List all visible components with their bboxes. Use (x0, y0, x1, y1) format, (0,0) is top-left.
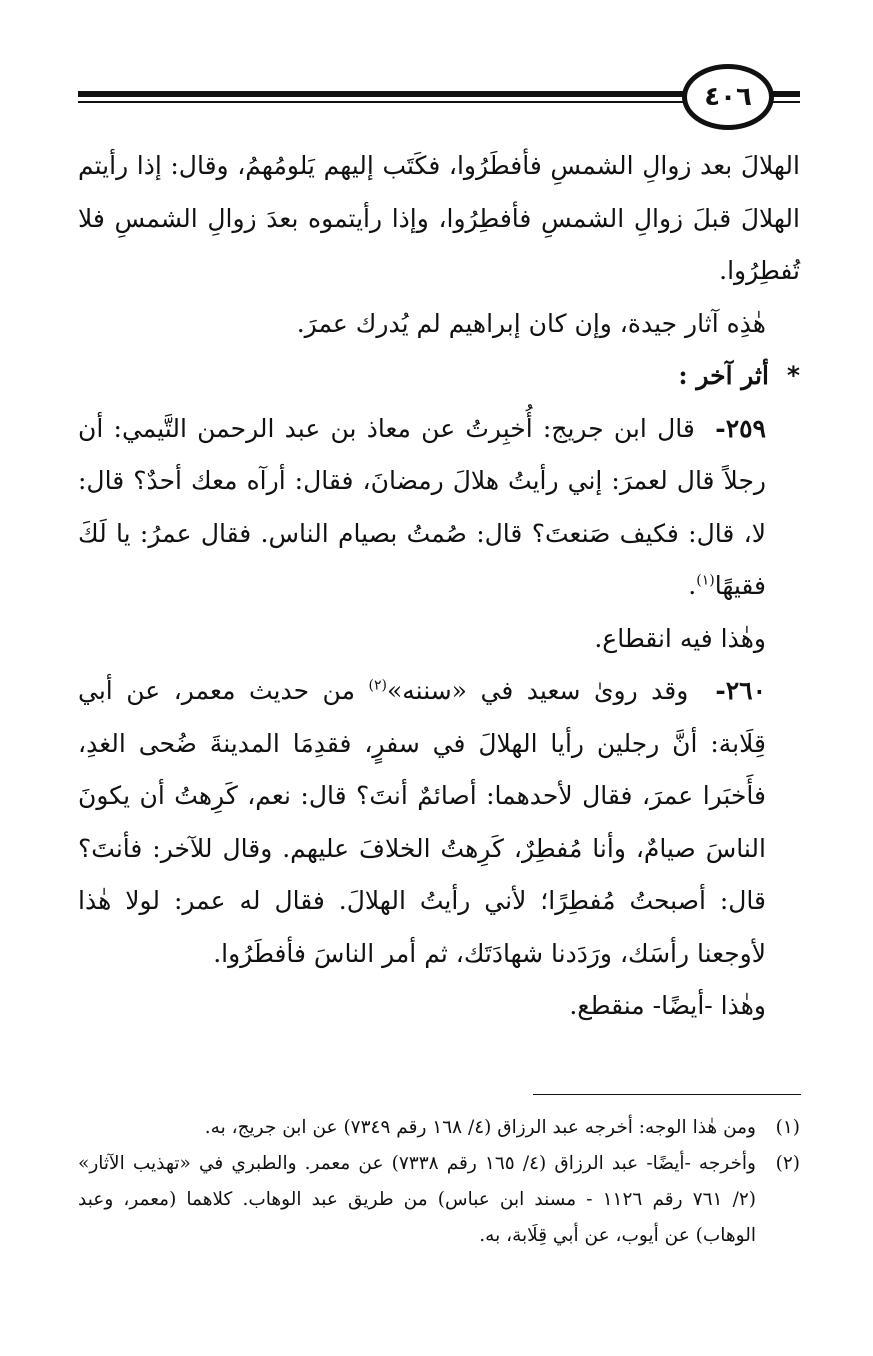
footnote-2 (78, 1146, 800, 1254)
star-icon: * (786, 361, 800, 390)
footnotes (78, 1110, 800, 1254)
paragraph-6: وهٰذا -أيضًا- منقطع. (569, 991, 766, 1020)
footnote-1 (78, 1110, 800, 1146)
item-number-260: ٢٦٠- (715, 676, 767, 705)
paragraph-260-text-b: من حديث معمر، عن أبي قِلَابة: أنَّ رجلين رأيا الهلالَ في سفرٍ، فقدِمَا المدينةَ ضُحى الغدِ، فأَخبَرا عمرَ، فقال لأحدهما: أصائمٌ أنتَ؟ قال: نعم، كَرِهتُ أن يكونَ الناسَ صيامٌ، وأنا مُفطِرٌ، كَرِهتُ الخلافَ عليهم. وقال للآخر: فأنتَ؟ قال: أصبحتُ مُفطِرًا؛ لأني رأيتُ الهلالَ. فقال له عمر: لولا هٰذا لأوجعنا رأسَك، ورَدَدنا شهادَتَك، ثم أمر الناسَ فأفطَرُوا. (78, 676, 766, 968)
page-header (78, 60, 800, 140)
item-number-259: ٢٥٩- (715, 413, 766, 443)
section-heading-text: أثر آخر : (678, 361, 769, 390)
paragraph-259-end: . (688, 571, 697, 600)
footnote-text: وأخرجه -أيضًا- عبد الرزاق (٤/ ١٦٥ رقم ٧٣٣٨) عن معمر. والطبري في «تهذيب الآثار» (٢/ ٧٦١ رقم ١١٢٦ - مسند ابن عباس) من طريق عبد الوهاب. كلاهما (معمر، وعبد الوهاب) عن أيوب، عن أبي قِلَابة، به. (78, 1153, 757, 1246)
main-text (78, 140, 800, 1033)
paragraph-260 (78, 665, 800, 980)
page-number-badge (682, 64, 774, 130)
footnote-ref-1[interactable]: (١) (696, 572, 715, 589)
section-heading (78, 350, 800, 403)
paragraph-1: الهلالَ بعد زوالِ الشمسِ فأفطَرُوا، فكَتَب إليهم يَلومُهمُ، وقال: إذا رأيتم الهلالَ قبلَ زوالِ الشمسِ فأفطِرُوا، وإذا رأيتموه بعدَ زوالِ الشمسِ فلا تُفطِرُوا. (78, 151, 800, 285)
page-number: ٤٠٦ (704, 82, 752, 112)
paragraph-2: هٰذِه آثار جيدة، وإن كان إبراهيم لم يُدرك عمرَ. (296, 308, 766, 338)
footnote-text: ومن هٰذا الوجه: أخرجه عبد الرزاق (٤/ ١٦٨ رقم ٧٣٤٩) عن ابن جريج، به. (204, 1117, 756, 1138)
header-rule-thin (78, 101, 688, 103)
paragraph-4: وهٰذا فيه انقطاع. (594, 623, 766, 653)
header-rule-right-thin (770, 101, 800, 103)
header-rule-thick (78, 91, 688, 97)
footnote-marker: (٢) (775, 1153, 800, 1174)
header-rule-right-thick (770, 91, 800, 97)
footnote-ref-2[interactable]: (٢) (368, 677, 387, 694)
footnote-marker: (١) (775, 1117, 800, 1138)
paragraph-259-text: قال ابن جريج: أُخبِرتُ عن معاذ بن عبد الرحمن التَّيمي: أن رجلاً قال لعمرَ: إني رأيتُ هلالَ رمضانَ، فقال: أرآه معك أحدٌ؟ قال: لا، قال: فكيف صَنعتَ؟ قال: صُمتُ بصيام الناس. فقال عمرُ: يا لَكَ فقيهًا (78, 413, 766, 600)
paragraph-259 (78, 403, 800, 613)
paragraph-260-text-a: وقد روىٰ سعيد في «سننه» (386, 676, 689, 705)
footnote-separator (533, 1094, 801, 1095)
